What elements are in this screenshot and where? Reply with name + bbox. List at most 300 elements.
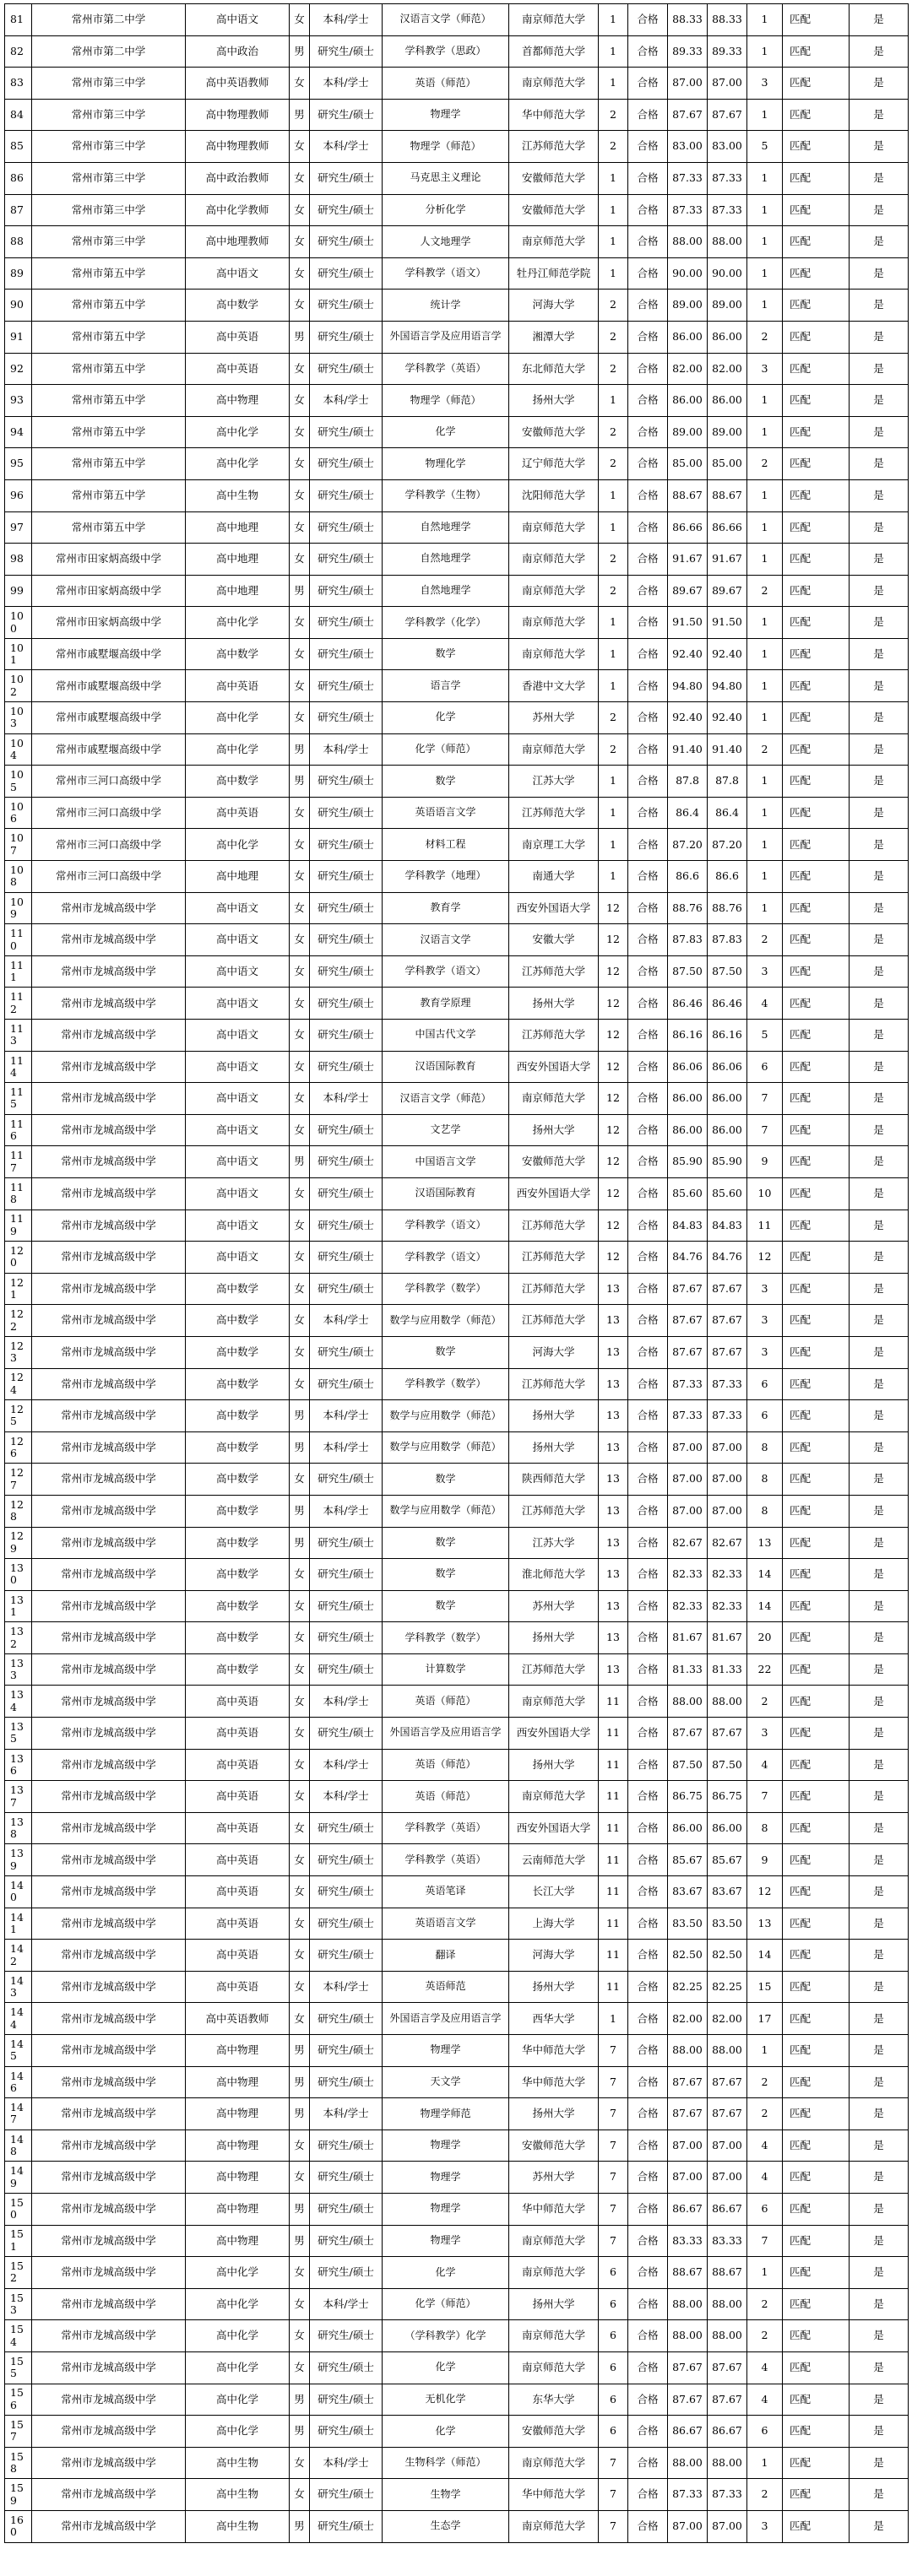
cell-rank: 9 <box>747 1844 783 1876</box>
cell-row-number: 128 <box>5 1495 32 1527</box>
cell-degree: 研究生/硕士 <box>310 670 383 702</box>
cell-total-score: 87.33 <box>708 194 747 226</box>
cell-gender: 女 <box>290 2351 310 2384</box>
cell-quota: 1 <box>599 35 628 68</box>
cell-gender: 女 <box>290 416 310 448</box>
cell-major: 教育学原理 <box>383 988 509 1020</box>
cell-major: 英语（师范） <box>383 1781 509 1813</box>
cell-total-score: 86.46 <box>708 988 747 1020</box>
cell-hire-status: 是 <box>850 2384 909 2416</box>
table-row <box>5 162 909 194</box>
cell-hire-status: 是 <box>850 544 909 576</box>
cell-university: 西安外国语大学 <box>509 1177 599 1210</box>
cell-total-score: 87.33 <box>708 162 747 194</box>
cell-position: 高中英语 <box>186 1749 290 1781</box>
cell-exam-status: 合格 <box>628 353 668 385</box>
cell-exam-status: 合格 <box>628 2320 668 2352</box>
cell-school: 常州市龙城高级中学 <box>32 1051 186 1083</box>
cell-degree: 研究生/硕士 <box>310 2416 383 2448</box>
cell-match-status: 匹配 <box>783 988 850 1020</box>
table-row <box>5 2479 909 2511</box>
cell-position: 高中数学 <box>186 290 290 322</box>
cell-quota: 1 <box>599 861 628 893</box>
cell-written-score: 82.00 <box>668 2003 708 2035</box>
cell-exam-status: 合格 <box>628 1781 668 1813</box>
cell-university: 苏州大学 <box>509 1590 599 1622</box>
cell-gender: 女 <box>290 1177 310 1210</box>
cell-exam-status: 合格 <box>628 2066 668 2098</box>
cell-position: 高中语文 <box>186 1177 290 1210</box>
cell-hire-status: 是 <box>850 1177 909 1210</box>
cell-row-number: 121 <box>5 1273 32 1305</box>
cell-gender: 女 <box>290 861 310 893</box>
cell-position: 高中数学 <box>186 1559 290 1591</box>
cell-exam-status: 合格 <box>628 1242 668 1274</box>
cell-written-score: 86.00 <box>668 385 708 417</box>
cell-hire-status: 是 <box>850 924 909 956</box>
cell-total-score: 94.80 <box>708 670 747 702</box>
table-row <box>5 1177 909 1210</box>
cell-degree: 研究生/硕士 <box>310 702 383 734</box>
cell-university: 上海大学 <box>509 1908 599 1940</box>
cell-university: 东华大学 <box>509 2384 599 2416</box>
cell-exam-status: 合格 <box>628 1368 668 1400</box>
cell-hire-status: 是 <box>850 1083 909 1115</box>
cell-degree: 研究生/硕士 <box>310 2066 383 2098</box>
cell-university: 苏州大学 <box>509 702 599 734</box>
cell-hire-status: 是 <box>850 607 909 639</box>
cell-match-status: 匹配 <box>783 35 850 68</box>
cell-row-number: 156 <box>5 2384 32 2416</box>
cell-major: 学科教学（英语） <box>383 353 509 385</box>
cell-row-number: 152 <box>5 2257 32 2289</box>
cell-rank: 1 <box>747 702 783 734</box>
cell-quota: 1 <box>599 638 628 670</box>
table-row <box>5 226 909 258</box>
cell-row-number: 115 <box>5 1083 32 1115</box>
cell-total-score: 86.6 <box>708 861 747 893</box>
cell-degree: 本科/学士 <box>310 1971 383 2003</box>
cell-match-status: 匹配 <box>783 2193 850 2225</box>
cell-total-score: 91.40 <box>708 733 747 766</box>
cell-rank: 7 <box>747 1083 783 1115</box>
cell-university: 长江大学 <box>509 1876 599 1908</box>
cell-rank: 1 <box>747 607 783 639</box>
cell-gender: 女 <box>290 1812 310 1844</box>
cell-rank: 12 <box>747 1242 783 1274</box>
cell-rank: 1 <box>747 2035 783 2067</box>
cell-position: 高中政治教师 <box>186 162 290 194</box>
cell-university: 云南师范大学 <box>509 1844 599 1876</box>
cell-quota: 12 <box>599 1177 628 1210</box>
cell-written-score: 87.33 <box>668 194 708 226</box>
cell-degree: 研究生/硕士 <box>310 2384 383 2416</box>
cell-rank: 1 <box>747 226 783 258</box>
cell-position: 高中语文 <box>186 1242 290 1274</box>
cell-position: 高中数学 <box>186 1590 290 1622</box>
cell-rank: 2 <box>747 924 783 956</box>
cell-written-score: 87.67 <box>668 1336 708 1368</box>
cell-total-score: 87.67 <box>708 2351 747 2384</box>
cell-school: 常州市第五中学 <box>32 479 186 511</box>
cell-major: 数学 <box>383 1590 509 1622</box>
cell-position: 高中语文 <box>186 1083 290 1115</box>
cell-university: 江苏师范大学 <box>509 1305 599 1337</box>
cell-university: 江苏师范大学 <box>509 131 599 163</box>
cell-written-score: 88.00 <box>668 2447 708 2479</box>
table-row <box>5 194 909 226</box>
cell-rank: 7 <box>747 1781 783 1813</box>
cell-rank: 5 <box>747 1020 783 1052</box>
cell-hire-status: 是 <box>850 2416 909 2448</box>
cell-gender: 女 <box>290 2003 310 2035</box>
cell-gender: 男 <box>290 2225 310 2257</box>
cell-hire-status: 是 <box>850 2479 909 2511</box>
cell-rank: 15 <box>747 1971 783 2003</box>
cell-gender: 女 <box>290 68 310 100</box>
cell-exam-status: 合格 <box>628 1020 668 1052</box>
table-row <box>5 353 909 385</box>
cell-major: 汉语国际教育 <box>383 1051 509 1083</box>
cell-match-status: 匹配 <box>783 1242 850 1274</box>
cell-total-score: 88.00 <box>708 2035 747 2067</box>
cell-quota: 7 <box>599 2162 628 2194</box>
cell-exam-status: 合格 <box>628 99 668 131</box>
cell-exam-status: 合格 <box>628 1686 668 1718</box>
cell-gender: 女 <box>290 1083 310 1115</box>
cell-position: 高中数学 <box>186 1431 290 1464</box>
cell-position: 高中化学 <box>186 2384 290 2416</box>
cell-quota: 1 <box>599 2003 628 2035</box>
cell-exam-status: 合格 <box>628 1210 668 1242</box>
cell-written-score: 87.50 <box>668 1749 708 1781</box>
cell-gender: 男 <box>290 321 310 353</box>
cell-exam-status: 合格 <box>628 544 668 576</box>
cell-position: 高中物理 <box>186 2035 290 2067</box>
cell-hire-status: 是 <box>850 416 909 448</box>
cell-exam-status: 合格 <box>628 2479 668 2511</box>
cell-school: 常州市龙城高级中学 <box>32 2003 186 2035</box>
cell-gender: 女 <box>290 702 310 734</box>
cell-match-status: 匹配 <box>783 2288 850 2320</box>
cell-quota: 13 <box>599 1431 628 1464</box>
table-row <box>5 1876 909 1908</box>
cell-university: 南京师范大学 <box>509 575 599 607</box>
cell-hire-status: 是 <box>850 829 909 861</box>
cell-gender: 女 <box>290 1653 310 1686</box>
cell-written-score: 92.40 <box>668 702 708 734</box>
cell-written-score: 85.90 <box>668 1146 708 1178</box>
cell-written-score: 86.4 <box>668 797 708 829</box>
cell-major: 汉语言文学（师范） <box>383 4 509 36</box>
cell-exam-status: 合格 <box>628 1431 668 1464</box>
cell-rank: 2 <box>747 2479 783 2511</box>
table-row <box>5 1431 909 1464</box>
cell-position: 高中生物 <box>186 2447 290 2479</box>
cell-written-score: 85.60 <box>668 1177 708 1210</box>
cell-university: 扬州大学 <box>509 2098 599 2130</box>
cell-gender: 女 <box>290 1590 310 1622</box>
cell-row-number: 88 <box>5 226 32 258</box>
cell-degree: 研究生/硕士 <box>310 194 383 226</box>
cell-match-status: 匹配 <box>783 1749 850 1781</box>
cell-gender: 女 <box>290 638 310 670</box>
cell-quota: 11 <box>599 1781 628 1813</box>
cell-row-number: 142 <box>5 1940 32 1972</box>
cell-match-status: 匹配 <box>783 479 850 511</box>
cell-hire-status: 是 <box>850 1876 909 1908</box>
cell-school: 常州市龙城高级中学 <box>32 1305 186 1337</box>
cell-position: 高中化学教师 <box>186 194 290 226</box>
cell-exam-status: 合格 <box>628 1400 668 1432</box>
cell-exam-status: 合格 <box>628 2416 668 2448</box>
cell-row-number: 92 <box>5 353 32 385</box>
cell-position: 高中物理 <box>186 2193 290 2225</box>
cell-major: 学科教学（数学） <box>383 1368 509 1400</box>
cell-hire-status: 是 <box>850 1718 909 1750</box>
cell-school: 常州市第三中学 <box>32 99 186 131</box>
cell-row-number: 111 <box>5 955 32 988</box>
table-row <box>5 733 909 766</box>
cell-position: 高中语文 <box>186 924 290 956</box>
cell-row-number: 138 <box>5 1812 32 1844</box>
cell-row-number: 101 <box>5 638 32 670</box>
table-row <box>5 1083 909 1115</box>
cell-gender: 女 <box>290 670 310 702</box>
cell-row-number: 143 <box>5 1971 32 2003</box>
cell-position: 高中英语 <box>186 797 290 829</box>
cell-degree: 研究生/硕士 <box>310 1242 383 1274</box>
cell-major: 数学与应用数学（师范） <box>383 1495 509 1527</box>
cell-university: 华中师范大学 <box>509 2479 599 2511</box>
cell-quota: 13 <box>599 1590 628 1622</box>
cell-gender: 女 <box>290 4 310 36</box>
cell-row-number: 158 <box>5 2447 32 2479</box>
cell-total-score: 89.67 <box>708 575 747 607</box>
cell-quota: 1 <box>599 162 628 194</box>
cell-hire-status: 是 <box>850 1273 909 1305</box>
cell-total-score: 86.06 <box>708 1051 747 1083</box>
cell-rank: 3 <box>747 1336 783 1368</box>
table-row <box>5 290 909 322</box>
cell-exam-status: 合格 <box>628 1083 668 1115</box>
cell-row-number: 146 <box>5 2066 32 2098</box>
cell-rank: 1 <box>747 2257 783 2289</box>
cell-match-status: 匹配 <box>783 321 850 353</box>
cell-degree: 本科/学士 <box>310 4 383 36</box>
cell-gender: 女 <box>290 479 310 511</box>
cell-exam-status: 合格 <box>628 1653 668 1686</box>
table-body <box>5 4 909 2543</box>
cell-hire-status: 是 <box>850 733 909 766</box>
cell-quota: 2 <box>599 416 628 448</box>
cell-degree: 本科/学士 <box>310 2447 383 2479</box>
cell-total-score: 87.33 <box>708 2479 747 2511</box>
cell-degree: 研究生/硕士 <box>310 1336 383 1368</box>
cell-quota: 2 <box>599 131 628 163</box>
cell-written-score: 86.67 <box>668 2193 708 2225</box>
cell-university: 安徽师范大学 <box>509 162 599 194</box>
cell-match-status: 匹配 <box>783 829 850 861</box>
cell-rank: 6 <box>747 2193 783 2225</box>
cell-rank: 2 <box>747 2066 783 2098</box>
cell-university: 淮北师范大学 <box>509 1559 599 1591</box>
cell-written-score: 87.00 <box>668 2510 708 2542</box>
cell-quota: 1 <box>599 607 628 639</box>
cell-row-number: 98 <box>5 544 32 576</box>
cell-written-score: 87.8 <box>668 766 708 798</box>
cell-written-score: 88.00 <box>668 2320 708 2352</box>
cell-university: 安徽师范大学 <box>509 194 599 226</box>
cell-exam-status: 合格 <box>628 2003 668 2035</box>
cell-written-score: 87.67 <box>668 1305 708 1337</box>
cell-row-number: 107 <box>5 829 32 861</box>
table-row <box>5 2384 909 2416</box>
cell-rank: 6 <box>747 1051 783 1083</box>
cell-quota: 12 <box>599 1051 628 1083</box>
cell-match-status: 匹配 <box>783 2098 850 2130</box>
cell-university: 安徽师范大学 <box>509 1146 599 1178</box>
cell-gender: 女 <box>290 1844 310 1876</box>
cell-row-number: 130 <box>5 1559 32 1591</box>
cell-quota: 2 <box>599 702 628 734</box>
cell-university: 西安外国语大学 <box>509 1812 599 1844</box>
cell-rank: 3 <box>747 1718 783 1750</box>
cell-hire-status: 是 <box>850 35 909 68</box>
cell-written-score: 82.67 <box>668 1527 708 1559</box>
cell-row-number: 153 <box>5 2288 32 2320</box>
cell-hire-status: 是 <box>850 99 909 131</box>
cell-university: 西安外国语大学 <box>509 1051 599 1083</box>
table-row <box>5 1653 909 1686</box>
cell-gender: 男 <box>290 2416 310 2448</box>
cell-position: 高中地理 <box>186 544 290 576</box>
cell-row-number: 160 <box>5 2510 32 2542</box>
cell-hire-status: 是 <box>850 1400 909 1432</box>
cell-major: 学科教学（语文） <box>383 1242 509 1274</box>
cell-position: 高中物理教师 <box>186 131 290 163</box>
cell-university: 扬州大学 <box>509 385 599 417</box>
cell-written-score: 86.46 <box>668 988 708 1020</box>
cell-degree: 本科/学士 <box>310 2288 383 2320</box>
cell-degree: 研究生/硕士 <box>310 1559 383 1591</box>
cell-major: 学科教学（语文） <box>383 1210 509 1242</box>
cell-major: 数学与应用数学（师范） <box>383 1305 509 1337</box>
cell-total-score: 88.67 <box>708 2257 747 2289</box>
cell-school: 常州市龙城高级中学 <box>32 2416 186 2448</box>
table-row <box>5 1749 909 1781</box>
cell-university: 南京师范大学 <box>509 1083 599 1115</box>
cell-degree: 研究生/硕士 <box>310 607 383 639</box>
cell-degree: 研究生/硕士 <box>310 1177 383 1210</box>
cell-row-number: 127 <box>5 1464 32 1496</box>
cell-hire-status: 是 <box>850 1242 909 1274</box>
cell-row-number: 96 <box>5 479 32 511</box>
cell-row-number: 137 <box>5 1781 32 1813</box>
cell-university: 西安外国语大学 <box>509 892 599 924</box>
cell-university: 扬州大学 <box>509 1971 599 2003</box>
cell-major: 汉语国际教育 <box>383 1177 509 1210</box>
cell-major: 人文地理学 <box>383 226 509 258</box>
cell-total-score: 88.00 <box>708 2288 747 2320</box>
cell-school: 常州市龙城高级中学 <box>32 1844 186 1876</box>
cell-rank: 2 <box>747 2320 783 2352</box>
table-row <box>5 1273 909 1305</box>
cell-exam-status: 合格 <box>628 607 668 639</box>
cell-major: 英语语言文学 <box>383 797 509 829</box>
cell-gender: 女 <box>290 988 310 1020</box>
cell-row-number: 100 <box>5 607 32 639</box>
cell-university: 南京师范大学 <box>509 638 599 670</box>
cell-match-status: 匹配 <box>783 1305 850 1337</box>
cell-total-score: 87.67 <box>708 1336 747 1368</box>
cell-written-score: 94.80 <box>668 670 708 702</box>
cell-hire-status: 是 <box>850 290 909 322</box>
cell-match-status: 匹配 <box>783 162 850 194</box>
cell-rank: 14 <box>747 1559 783 1591</box>
cell-major: 学科教学（化学） <box>383 607 509 639</box>
cell-row-number: 103 <box>5 702 32 734</box>
cell-major: 物理学（师范） <box>383 385 509 417</box>
cell-gender: 男 <box>290 1431 310 1464</box>
cell-row-number: 86 <box>5 162 32 194</box>
cell-rank: 1 <box>747 194 783 226</box>
cell-written-score: 83.33 <box>668 2225 708 2257</box>
cell-gender: 女 <box>290 1749 310 1781</box>
cell-gender: 女 <box>290 257 310 290</box>
cell-school: 常州市龙城高级中学 <box>32 1495 186 1527</box>
cell-rank: 1 <box>747 416 783 448</box>
table-row <box>5 2257 909 2289</box>
cell-row-number: 135 <box>5 1718 32 1750</box>
cell-major: 化学（师范） <box>383 2288 509 2320</box>
cell-degree: 本科/学士 <box>310 131 383 163</box>
cell-hire-status: 是 <box>850 1336 909 1368</box>
cell-written-score: 87.67 <box>668 1273 708 1305</box>
cell-rank: 1 <box>747 35 783 68</box>
cell-match-status: 匹配 <box>783 1781 850 1813</box>
cell-rank: 13 <box>747 1527 783 1559</box>
table-row <box>5 2225 909 2257</box>
table-row <box>5 1305 909 1337</box>
cell-rank: 6 <box>747 1368 783 1400</box>
table-row <box>5 1400 909 1432</box>
cell-rank: 1 <box>747 544 783 576</box>
cell-total-score: 87.00 <box>708 1495 747 1527</box>
cell-total-score: 86.4 <box>708 797 747 829</box>
cell-total-score: 88.76 <box>708 892 747 924</box>
cell-school: 常州市龙城高级中学 <box>32 1083 186 1115</box>
cell-quota: 7 <box>599 2035 628 2067</box>
cell-match-status: 匹配 <box>783 892 850 924</box>
cell-gender: 女 <box>290 2479 310 2511</box>
cell-hire-status: 是 <box>850 1653 909 1686</box>
cell-major: 自然地理学 <box>383 511 509 544</box>
cell-hire-status: 是 <box>850 670 909 702</box>
cell-university: 扬州大学 <box>509 988 599 1020</box>
cell-total-score: 84.83 <box>708 1210 747 1242</box>
cell-hire-status: 是 <box>850 2447 909 2479</box>
cell-written-score: 87.67 <box>668 2066 708 2098</box>
cell-row-number: 105 <box>5 766 32 798</box>
cell-gender: 女 <box>290 544 310 576</box>
cell-major: 数学 <box>383 1527 509 1559</box>
cell-quota: 13 <box>599 1653 628 1686</box>
cell-written-score: 87.33 <box>668 1368 708 1400</box>
cell-major: 学科教学（数学） <box>383 1273 509 1305</box>
cell-match-status: 匹配 <box>783 924 850 956</box>
table-row <box>5 1368 909 1400</box>
